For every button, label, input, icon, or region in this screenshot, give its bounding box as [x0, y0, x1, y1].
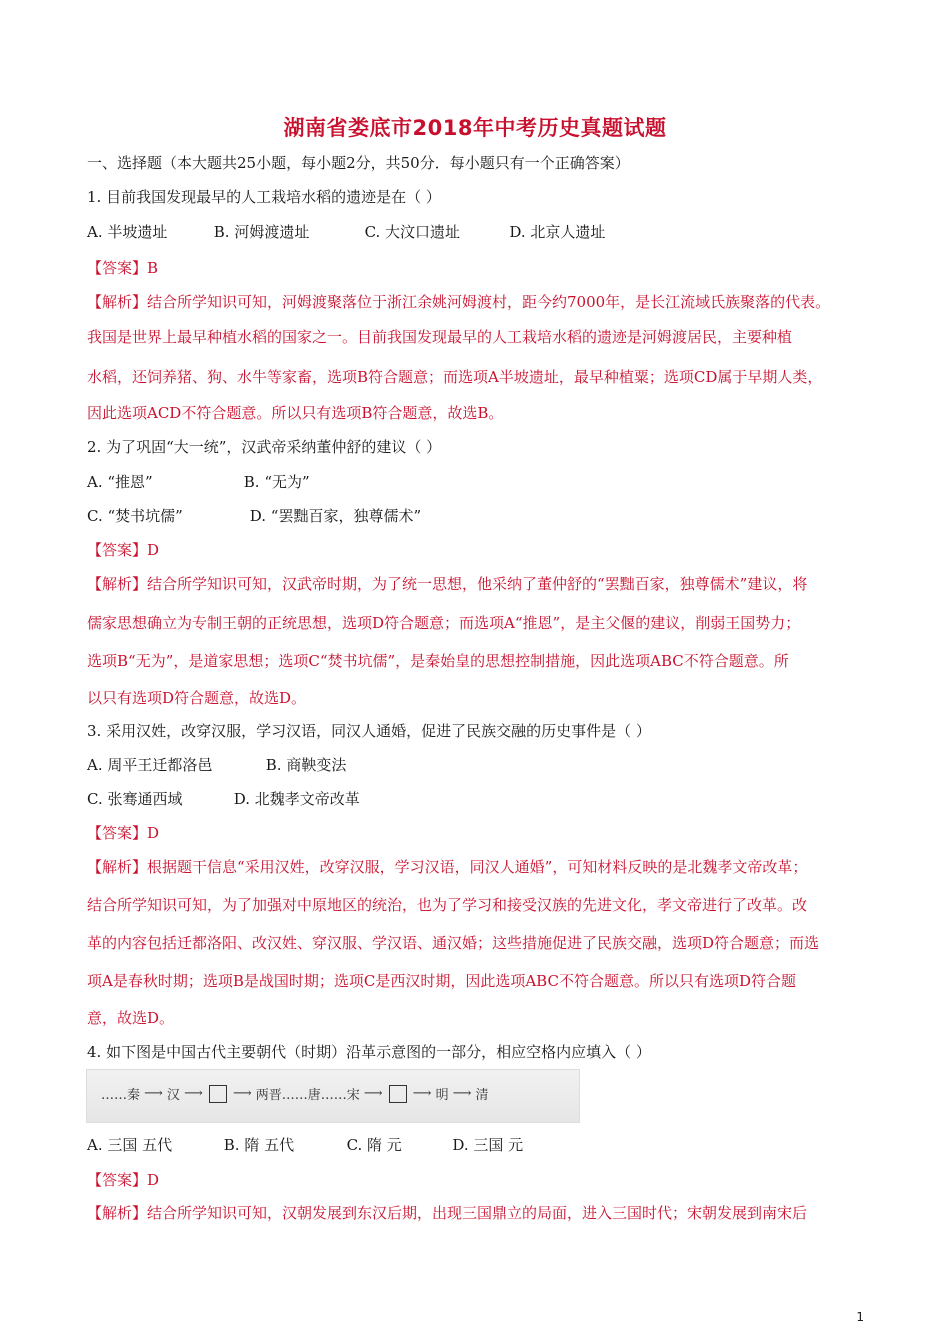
option-a: A. 半坡遗址	[87, 223, 168, 241]
arrow-icon: ⟶	[179, 1086, 207, 1101]
question-1-analysis-line: 水稻，还饲养猪、狗、水牛等家畜，选项B符合题意；而选项A半坡遗址，最早种植粟；选项CD属于早期人类，	[87, 368, 823, 386]
question-3-stem: 3. 采用汉姓，改穿汉服，学习汉语，同汉人通婚，促进了民族交融的历史事件是（ ）	[87, 722, 651, 740]
question-2-analysis-line: 【解析】结合所学知识可知，汉武帝时期，为了统一思想，他采纳了董仲舒的“罢黜百家，独尊儒术”建议，将	[87, 575, 808, 593]
question-2-answer: 【答案】D	[87, 541, 160, 559]
question-4-options	[87, 1134, 880, 1155]
question-2-options	[87, 505, 880, 526]
timeline-label: 两晋……唐……宋	[255, 1088, 360, 1103]
arrow-icon: ⟶	[448, 1086, 476, 1101]
page-number: 1	[856, 1310, 864, 1324]
question-1-stem: 1. 目前我国发现最早的人工栽培水稻的遗迹是在（ ）	[87, 188, 441, 206]
option-c: C. 大汶口遗址	[364, 223, 461, 241]
arrow-icon: ⟶	[228, 1086, 256, 1101]
question-4-analysis-line: 【解析】结合所学知识可知，汉朝发展到东汉后期，出现三国鼎立的局面，进入三国时代；宋朝发展到南宋后	[87, 1204, 808, 1222]
option-a: A. “推恩”	[87, 473, 153, 491]
question-2-analysis-line: 以只有选项D符合题意，故选D。	[87, 689, 307, 707]
option-c: C. 隋 元	[346, 1136, 402, 1154]
arrow-icon: ⟶	[408, 1086, 436, 1101]
question-3-analysis-line: 意，故选D。	[87, 1009, 175, 1027]
page-title: 湖南省娄底市2018年中考历史真题试题	[283, 116, 667, 140]
option-b: B. “无为”	[243, 473, 310, 491]
arrow-icon: ⟶	[140, 1086, 167, 1101]
blank-box	[389, 1085, 407, 1103]
dynasty-timeline-diagram	[86, 1069, 580, 1123]
question-3-options	[87, 788, 880, 809]
arrow-icon: ⟶	[359, 1086, 387, 1101]
question-3-answer: 【答案】D	[87, 824, 160, 842]
option-d: D. 三国 元	[452, 1136, 524, 1154]
question-3-analysis-line: 革的内容包括迁都洛阳、改汉姓、穿汉服、学汉语、通汉婚；这些措施促进了民族交融，选项D符合题意；而选	[87, 934, 820, 952]
question-4-stem: 4. 如下图是中国古代主要朝代（时期）沿革示意图的一部分，相应空格内应填入（ ）	[87, 1043, 651, 1061]
option-a: A. 周平王迁都洛邑	[87, 756, 213, 774]
question-1-analysis-line: 我国是世界上最早种植水稻的国家之一。目前我国发现最早的人工栽培水稻的遗迹是河姆渡居民，主要种植	[87, 328, 793, 346]
option-b: B. 隋 五代	[223, 1136, 295, 1154]
timeline-label: 清	[475, 1088, 489, 1103]
question-3-analysis-line: 结合所学知识可知，为了加强对中原地区的统治，也为了学习和接受汉族的先进文化，孝文帝进行了改革。改	[87, 896, 808, 914]
question-1-options	[87, 221, 880, 242]
option-d: D. 北京人遗址	[509, 223, 606, 241]
question-3-options	[87, 754, 880, 775]
option-c: C. “焚书坑儒”	[87, 507, 183, 525]
option-c: C. 张骞通西域	[87, 790, 183, 808]
option-b: B. 河姆渡遗址	[213, 223, 310, 241]
question-1-answer: 【答案】B	[87, 259, 159, 277]
option-b: B. 商鞅变法	[265, 756, 347, 774]
question-1-analysis-line: 因此选项ACD不符合题意。所以只有选项B符合题意，故选B。	[87, 404, 504, 422]
section-heading: 一、选择题（本大题共25小题，每小题2分，共50分．每小题只有一个正确答案）	[87, 154, 630, 172]
option-a: A. 三国 五代	[87, 1136, 173, 1154]
option-d: D. 北魏孝文帝改革	[233, 790, 360, 808]
question-4-answer: 【答案】D	[87, 1171, 160, 1189]
timeline-label: 汉	[166, 1088, 180, 1103]
question-3-analysis-line: 项A是春秋时期；选项B是战国时期；选项C是西汉时期，因此选项ABC不符合题意。所以只有选项D符合题	[87, 972, 796, 990]
timeline-label: ……秦	[101, 1088, 141, 1103]
question-3-analysis-line: 【解析】根据题干信息“采用汉姓，改穿汉服，学习汉语，同汉人通婚”，可知材料反映的是北魏孝文帝改革；	[87, 858, 808, 876]
timeline-label: 明	[435, 1088, 449, 1103]
blank-box	[209, 1085, 227, 1103]
question-2-stem: 2. 为了巩固“大一统”，汉武帝采纳董仲舒的建议（ ）	[87, 438, 442, 456]
option-d: D. “罢黜百家，独尊儒术”	[249, 507, 422, 525]
question-2-analysis-line: 选项B“无为”，是道家思想；选项C“焚书坑儒”，是秦始皇的思想控制措施，因此选项ABC不符合题意。所	[87, 652, 789, 670]
question-2-options	[87, 471, 880, 492]
question-1-analysis-line: 【解析】结合所学知识可知，河姆渡聚落位于浙江余姚河姆渡村，距今约7000年，是长江流域氏族聚落的代表。	[87, 293, 831, 311]
question-2-analysis-line: 儒家思想确立为专制王朝的正统思想，选项D符合题意；而选项A“推恩”，是主父偃的建议，削弱王国势力；	[87, 614, 801, 632]
